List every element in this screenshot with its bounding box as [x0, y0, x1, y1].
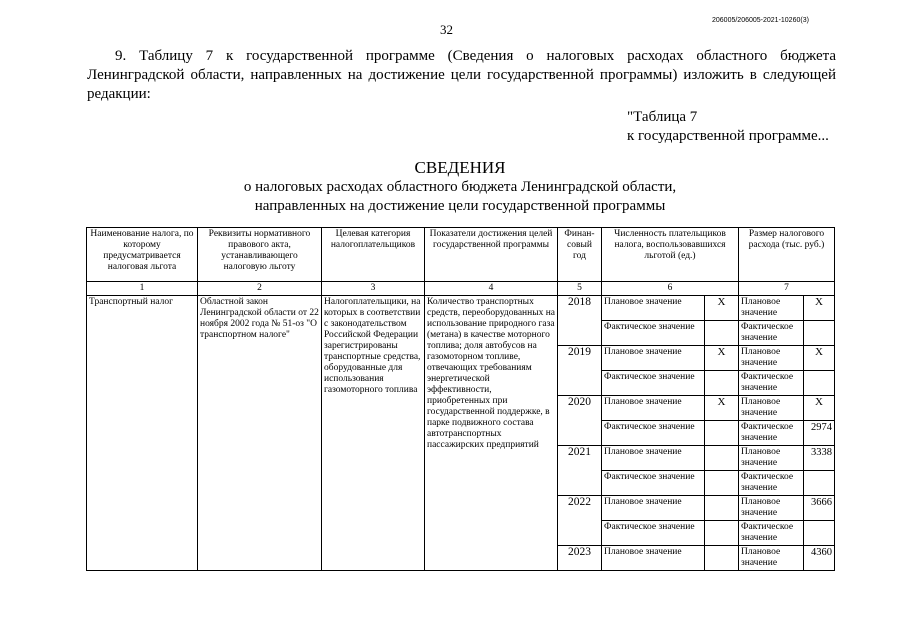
- table-reference-line-2: к государственной программе...: [627, 128, 829, 144]
- planned-label: Плановое значение: [739, 396, 804, 421]
- actual-label: Фактическое значение: [602, 371, 705, 396]
- payers-plan-value: [705, 546, 739, 571]
- header-indicators: Показатели достижения целей государственной программы: [425, 228, 558, 282]
- expense-plan-value: 3338: [804, 446, 835, 471]
- header-payers-count: Численность плательщиков налога, воспользовавшихся льготой (ед.): [602, 228, 739, 282]
- expense-fact-value: [804, 371, 835, 396]
- column-number: 7: [739, 282, 835, 296]
- table-reference-line-1: "Таблица 7: [627, 109, 698, 125]
- header-legal-act: Реквизиты нормативного правового акта, устанавливающего налоговую льготу: [198, 228, 322, 282]
- indicators-cell: Количество транспортных средств, переоборудованных на использование природного газа (метана) в качестве моторного топлива; доля автобусов на газомоторном топливе, отвечающих требованиям энергетической эффективности, приобретенных при государственной поддержке, в парке подвижного состава автотранспортных пассажирских предприятий: [425, 296, 558, 571]
- column-number: 4: [425, 282, 558, 296]
- paragraph-text: 9. Таблицу 7 к государственной программе (Сведения о налоговых расходах областного бюджета Ленинградской области, направленных на достижение цели государственной программы) изложить в следующей редакции:: [87, 48, 836, 102]
- year-cell: 2021: [558, 446, 602, 496]
- planned-label: Плановое значение: [602, 546, 705, 571]
- payers-plan-value: X: [705, 396, 739, 421]
- header-fiscal-year: Финан-совый год: [558, 228, 602, 282]
- heading-title: СВЕДЕНИЯ: [414, 158, 506, 177]
- payers-fact-value: [705, 521, 739, 546]
- page-number: 32: [440, 22, 453, 37]
- expense-fact-value: [804, 521, 835, 546]
- taxpayer-category-cell: Налогоплательщики, на которых в соответствии с законодательством Российской Федерации зарегистрированы транспортные средства, оборудованные для использования газомоторного топлива: [322, 296, 425, 571]
- actual-label: Фактическое значение: [602, 321, 705, 346]
- planned-label: Плановое значение: [602, 296, 705, 321]
- planned-label: Плановое значение: [602, 496, 705, 521]
- expense-plan-value: X: [804, 396, 835, 421]
- header-tax-name: Наименование налога, по которому предусматривается налоговая льгота: [87, 228, 198, 282]
- column-number: 6: [602, 282, 739, 296]
- payers-fact-value: [705, 421, 739, 446]
- column-number: 2: [198, 282, 322, 296]
- expense-plan-value: 4360: [804, 546, 835, 571]
- table-row: [87, 296, 835, 321]
- expense-fact-value: [804, 471, 835, 496]
- heading-line-3: направленных на достижение цели государственной программы: [254, 198, 666, 214]
- header-expense-size: Размер налогового расхода (тыс. руб.): [739, 228, 835, 282]
- header-row: [87, 228, 835, 282]
- actual-label: Фактическое значение: [602, 471, 705, 496]
- year-cell: 2023: [558, 546, 602, 571]
- actual-label: Фактическое значение: [602, 521, 705, 546]
- actual-label: Фактическое значение: [739, 321, 804, 346]
- expense-plan-value: 3666: [804, 496, 835, 521]
- actual-label: Фактическое значение: [602, 421, 705, 446]
- actual-label: Фактическое значение: [739, 471, 804, 496]
- expense-fact-value: [804, 321, 835, 346]
- planned-label: Плановое значение: [739, 496, 804, 521]
- planned-label: Плановое значение: [602, 396, 705, 421]
- planned-label: Плановое значение: [739, 446, 804, 471]
- planned-label: Плановое значение: [602, 446, 705, 471]
- heading-line-2: о налоговых расходах областного бюджета Ленинградской области,: [243, 179, 677, 195]
- section-heading: [150, 158, 770, 216]
- year-cell: 2022: [558, 496, 602, 546]
- planned-label: Плановое значение: [602, 346, 705, 371]
- actual-label: Фактическое значение: [739, 521, 804, 546]
- payers-fact-value: [705, 471, 739, 496]
- header-taxpayer-category: Целевая категория налогоплательщиков: [322, 228, 425, 282]
- column-number: 1: [87, 282, 198, 296]
- year-cell: 2018: [558, 296, 602, 346]
- payers-plan-value: X: [705, 346, 739, 371]
- payers-fact-value: [705, 321, 739, 346]
- tax-name-cell: Транспортный налог: [87, 296, 198, 571]
- year-cell: 2019: [558, 346, 602, 396]
- payers-plan-value: X: [705, 296, 739, 321]
- payers-plan-value: [705, 496, 739, 521]
- planned-label: Плановое значение: [739, 296, 804, 321]
- expense-plan-value: X: [804, 346, 835, 371]
- column-number: 3: [322, 282, 425, 296]
- expense-plan-value: X: [804, 296, 835, 321]
- amendment-paragraph: [87, 47, 836, 104]
- year-cell: 2020: [558, 396, 602, 446]
- payers-plan-value: [705, 446, 739, 471]
- planned-label: Плановое значение: [739, 346, 804, 371]
- column-number: 5: [558, 282, 602, 296]
- actual-label: Фактическое значение: [739, 371, 804, 396]
- payers-fact-value: [705, 371, 739, 396]
- planned-label: Плановое значение: [739, 546, 804, 571]
- actual-label: Фактическое значение: [739, 421, 804, 446]
- tax-expenditure-table: [86, 227, 835, 571]
- document-id: 206005/206005-2021-10260(3): [712, 17, 809, 24]
- expense-fact-value: 2974: [804, 421, 835, 446]
- legal-act-cell: Областной закон Ленинградской области от 22 ноября 2002 года № 51-оз "О транспортном налоге": [198, 296, 322, 571]
- column-number-row: [87, 282, 835, 296]
